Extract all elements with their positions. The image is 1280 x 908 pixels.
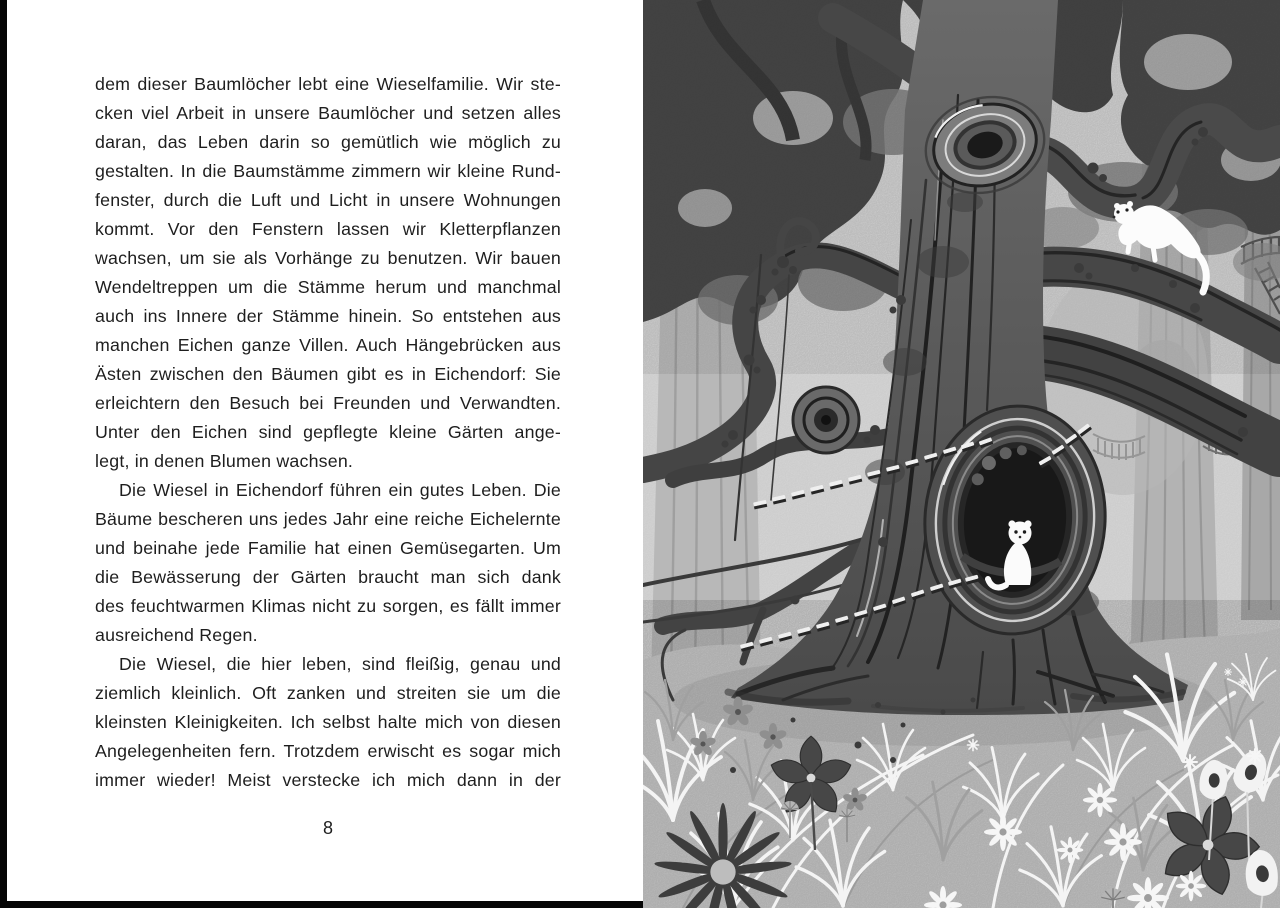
text-line: kommt. Vor den Fenstern lassen wir Kletterpflanzen [95,219,561,239]
text-line: daran, das Leben darin so gemütlich wie möglich zu [95,132,561,152]
page-number: 8 [322,818,333,838]
text-line: Angelegenheiten fern. Trotzdem erwischt es sogar mich [95,741,561,761]
text-line: Die Wiesel, die hier leben, sind fleißig, genau und [119,654,561,674]
text-line: ziemlich kleinlich. Oft zanken und streiten sie um die [95,683,561,703]
text-line: wachsen, um sie als Vorhänge zu benutzen. Wir bauen [95,248,561,268]
text-line: Bäume bescheren uns jedes Jahr eine reiche Eichelernte [95,509,561,529]
text-line: legt, in denen Blumen wachsen. [95,451,354,471]
text-line: kleinsten Kleinigkeiten. Ich selbst halte mich von diesen [95,712,561,732]
text-line: Wendeltreppen um die Stämme herum und manchmal [95,277,561,297]
text-line: auch ins Innere der Stämme hinein. So entstehen aus [95,306,561,326]
forest-illustration [643,0,1280,908]
body-text [95,70,561,795]
text-line: dem dieser Baumlöcher lebt eine Wieselfamilie. Wir ste- [95,74,561,94]
text-line: Ästen zwischen den Bäumen gibt es in Eichendorf: Sie [95,364,561,384]
text-line: cken viel Arbeit in unsere Baumlöcher und setzen alles [95,103,561,123]
text-line: ausreichend Regen. [95,625,258,645]
text-line: immer wieder! Meist verstecke ich mich dann in der [95,770,561,790]
branch-knot [793,387,859,453]
photo-edge-left [0,0,7,908]
photo-edge-bottom [0,901,643,908]
text-line: des feuchtwarmen Klimas nicht zu sorgen, es fällt immer [95,596,561,616]
text-line: Unter den Eichen sind gepflegte kleine Gärten ange- [95,422,561,442]
text-line: die Bewässerung der Gärten braucht man sich dank [95,567,561,587]
text-line: fenster, durch die Luft und Licht in unsere Wohnungen [95,190,561,210]
text-line: und beinahe jede Familie hat einen Gemüsegarten. Um [95,538,561,558]
text-line: erleichtern den Besuch bei Freunden und Verwandten. [95,393,561,413]
text-line: Die Wiesel in Eichendorf führen ein gutes Leben. Die [119,480,561,500]
text-line: manchen Eichen ganze Villen. Auch Hängebrücken aus [95,335,561,355]
text-line: gestalten. In die Baumstämme zimmern wir kleine Rund- [95,161,561,181]
